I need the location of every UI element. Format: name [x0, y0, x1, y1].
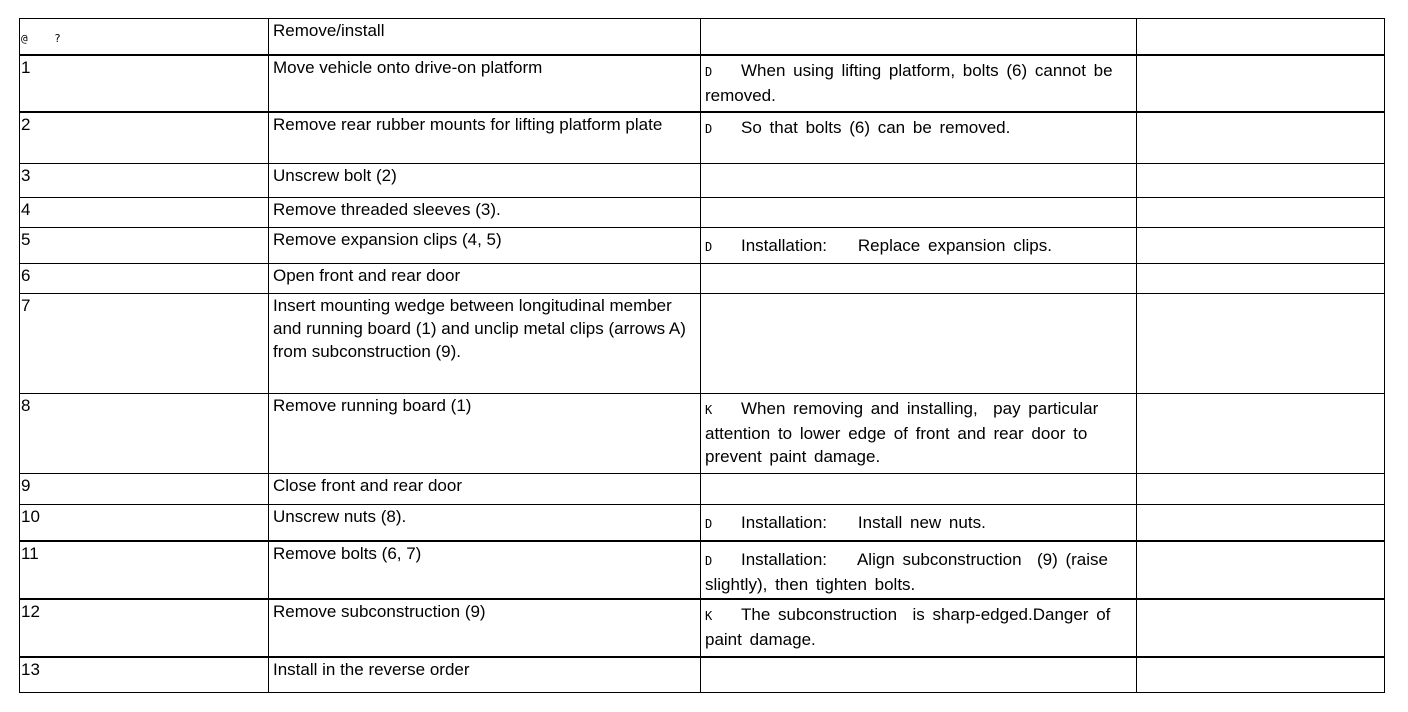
step-action: Remove bolts (6, 7) [269, 541, 701, 599]
table-row [20, 657, 1385, 693]
step-extra [1137, 599, 1385, 657]
step-extra [1137, 164, 1385, 198]
step-number: 2 [20, 112, 269, 164]
header-extra-cell [1137, 19, 1385, 55]
table-row [20, 228, 1385, 264]
note-text: The subconstruction is sharp-edged.Danger of paint damage. [705, 604, 1119, 649]
note-symbol: D [705, 517, 713, 531]
step-extra [1137, 294, 1385, 394]
table-header-row [20, 19, 1385, 55]
step-note [701, 657, 1137, 693]
table-row [20, 505, 1385, 541]
step-note [701, 112, 1137, 164]
note-symbol: D [705, 553, 713, 568]
table-row [20, 164, 1385, 198]
table-row [20, 264, 1385, 294]
step-note [701, 505, 1137, 541]
step-number: 9 [20, 474, 269, 505]
note-symbol: D [705, 240, 713, 254]
procedure-table [19, 18, 1385, 693]
procedure-rows [20, 55, 1385, 693]
table-row [20, 474, 1385, 505]
step-action: Unscrew bolt (2) [269, 164, 701, 198]
caution-symbol: K [705, 403, 713, 417]
step-extra [1137, 474, 1385, 505]
step-number: 10 [20, 505, 269, 541]
step-action: Install in the reverse order [269, 657, 701, 693]
step-number: 4 [20, 198, 269, 228]
table-row [20, 541, 1385, 599]
step-action: Remove running board (1) [269, 394, 701, 474]
step-note [701, 164, 1137, 198]
step-action: Open front and rear door [269, 264, 701, 294]
caution-symbol: K [705, 608, 713, 623]
step-note [701, 394, 1137, 474]
step-note [701, 55, 1137, 112]
table-row [20, 55, 1385, 112]
step-action: Remove subconstruction (9) [269, 599, 701, 657]
table-row [20, 394, 1385, 474]
step-extra [1137, 112, 1385, 164]
step-note [701, 198, 1137, 228]
step-note [701, 294, 1137, 394]
step-action: Remove expansion clips (4, 5) [269, 228, 701, 264]
step-action: Close front and rear door [269, 474, 701, 505]
header-symbol-cell [20, 19, 269, 55]
step-action: Move vehicle onto drive-on platform [269, 55, 701, 112]
step-action: Remove rear rubber mounts for lifting platform plate [269, 112, 701, 164]
step-number: 11 [20, 541, 269, 599]
step-number: 6 [20, 264, 269, 294]
step-number: 3 [20, 164, 269, 198]
note-text: Installation: Replace expansion clips. [741, 236, 1052, 255]
note-symbol: D [705, 64, 713, 79]
step-extra [1137, 505, 1385, 541]
step-extra [1137, 228, 1385, 264]
step-number: 12 [20, 599, 269, 657]
note-text: When removing and installing, pay particular attention to lower edge of front and rear door to prevent paint damage. [705, 399, 1106, 466]
header-symbols: @ ? [21, 32, 61, 45]
step-number: 7 [20, 294, 269, 394]
note-text: When using lifting platform, bolts (6) cannot be removed. [705, 60, 1121, 105]
table-row [20, 599, 1385, 657]
step-note [701, 264, 1137, 294]
step-note [701, 541, 1137, 599]
note-text: Installation: Align subconstruction (9) (raise slightly), then tighten bolts. [705, 549, 1116, 594]
step-number: 13 [20, 657, 269, 693]
header-remark-cell [701, 19, 1137, 55]
note-symbol: D [705, 121, 713, 136]
table-row [20, 198, 1385, 228]
step-extra [1137, 394, 1385, 474]
step-extra [1137, 264, 1385, 294]
note-text: Installation: Install new nuts. [741, 513, 986, 532]
step-extra [1137, 198, 1385, 228]
step-number: 5 [20, 228, 269, 264]
step-extra [1137, 657, 1385, 693]
step-note [701, 474, 1137, 505]
step-action: Insert mounting wedge between longitudinal member and running board (1) and unclip metal clips (arrows A) from subconstruction (9). [269, 294, 701, 394]
step-action: Remove threaded sleeves (3). [269, 198, 701, 228]
step-note [701, 228, 1137, 264]
note-text: So that bolts (6) can be removed. [741, 117, 1011, 137]
step-number: 8 [20, 394, 269, 474]
table-row [20, 112, 1385, 164]
table-row [20, 294, 1385, 394]
step-action: Unscrew nuts (8). [269, 505, 701, 541]
step-extra [1137, 541, 1385, 599]
step-note [701, 599, 1137, 657]
step-extra [1137, 55, 1385, 112]
step-number: 1 [20, 55, 269, 112]
header-action-cell: Remove/install [269, 19, 701, 55]
